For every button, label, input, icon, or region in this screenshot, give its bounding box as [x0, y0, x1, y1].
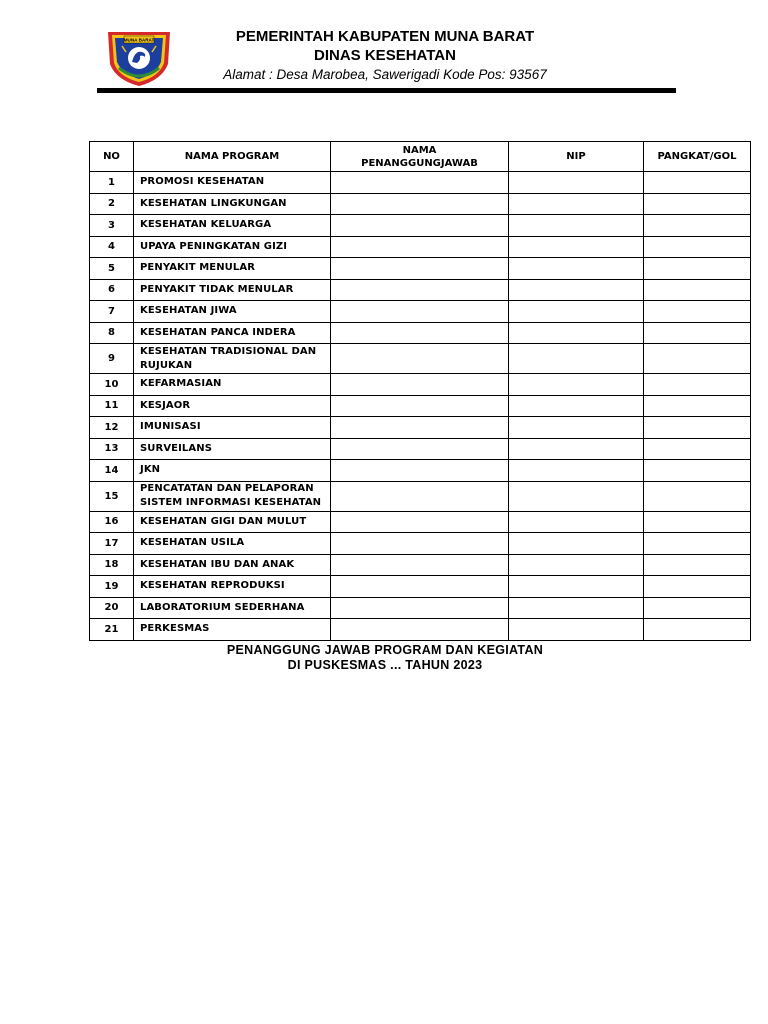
address-line: Alamat : Desa Marobea, Sawerigadi Kode Pos: 93567	[223, 67, 547, 82]
table-row	[90, 374, 751, 396]
nip-cell[interactable]	[509, 460, 644, 482]
government-title: PEMERINTAH KABUPATEN MUNA BARAT	[235, 28, 535, 45]
header-person-in-charge-text: NAMA PENANGGUNGJAWAB	[361, 144, 478, 169]
program-name-cell: PENYAKIT TIDAK MENULAR	[134, 279, 331, 301]
nip-cell[interactable]	[509, 533, 644, 555]
muna-barat-emblem-logo	[104, 26, 174, 88]
row-number: 1	[90, 172, 134, 194]
row-number: 17	[90, 533, 134, 555]
program-name-cell: KESEHATAN REPRODUKSI	[134, 576, 331, 598]
rank-cell[interactable]	[644, 395, 751, 417]
row-number: 15	[90, 481, 134, 511]
header-no: NO	[90, 142, 134, 172]
person-in-charge-cell[interactable]	[331, 279, 509, 301]
rank-cell[interactable]	[644, 481, 751, 511]
person-in-charge-cell[interactable]	[331, 597, 509, 619]
nip-cell[interactable]	[509, 576, 644, 598]
person-in-charge-cell[interactable]	[331, 236, 509, 258]
row-number: 19	[90, 576, 134, 598]
row-number: 3	[90, 215, 134, 237]
rank-cell[interactable]	[644, 554, 751, 576]
row-number: 5	[90, 258, 134, 280]
person-in-charge-cell[interactable]	[331, 417, 509, 439]
person-in-charge-cell[interactable]	[331, 344, 509, 374]
nip-cell[interactable]	[509, 236, 644, 258]
svg-text:MUNA BARAT: MUNA BARAT	[123, 37, 155, 43]
header-program-name: NAMA PROGRAM	[134, 142, 331, 172]
program-name-cell: LABORATORIUM SEDERHANA	[134, 597, 331, 619]
row-number: 7	[90, 301, 134, 323]
rank-cell[interactable]	[644, 460, 751, 482]
nip-cell[interactable]	[509, 172, 644, 194]
person-in-charge-cell[interactable]	[331, 576, 509, 598]
table-row	[90, 576, 751, 598]
rank-cell[interactable]	[644, 279, 751, 301]
person-in-charge-cell[interactable]	[331, 511, 509, 533]
nip-cell[interactable]	[509, 438, 644, 460]
program-name-cell: KESEHATAN LINGKUNGAN	[134, 193, 331, 215]
caption-line-1: PENANGGUNG JAWAB PROGRAM DAN KEGIATAN	[226, 643, 544, 657]
nip-cell[interactable]	[509, 258, 644, 280]
row-number: 6	[90, 279, 134, 301]
program-name-cell: KEFARMASIAN	[134, 374, 331, 396]
program-name-cell: KESEHATAN JIWA	[134, 301, 331, 323]
table-row	[90, 258, 751, 280]
letterhead-divider	[97, 88, 676, 93]
row-number: 20	[90, 597, 134, 619]
table-row	[90, 533, 751, 555]
row-number: 9	[90, 344, 134, 374]
program-name-cell: UPAYA PENINGKATAN GIZI	[134, 236, 331, 258]
table-row	[90, 619, 751, 641]
program-name-cell: KESEHATAN KELUARGA	[134, 215, 331, 237]
nip-cell[interactable]	[509, 374, 644, 396]
table-row	[90, 301, 751, 323]
rank-cell[interactable]	[644, 511, 751, 533]
row-number: 10	[90, 374, 134, 396]
rank-cell[interactable]	[644, 619, 751, 641]
row-number: 8	[90, 322, 134, 344]
row-number: 12	[90, 417, 134, 439]
program-name-cell: PROMOSI KESEHATAN	[134, 172, 331, 194]
program-name-cell: PERKESMAS	[134, 619, 331, 641]
row-number: 16	[90, 511, 134, 533]
table-body	[90, 172, 751, 641]
person-in-charge-cell[interactable]	[331, 460, 509, 482]
nip-cell[interactable]	[509, 554, 644, 576]
table-row	[90, 438, 751, 460]
table-row	[90, 322, 751, 344]
rank-cell[interactable]	[644, 236, 751, 258]
program-name-cell: KESEHATAN PANCA INDERA	[134, 322, 331, 344]
row-number: 14	[90, 460, 134, 482]
table-row	[90, 395, 751, 417]
rank-cell[interactable]	[644, 301, 751, 323]
table-row	[90, 417, 751, 439]
header-nip: NIP	[509, 142, 644, 172]
program-name-cell: IMUNISASI	[134, 417, 331, 439]
rank-cell[interactable]	[644, 344, 751, 374]
person-in-charge-cell[interactable]	[331, 395, 509, 417]
nip-cell[interactable]	[509, 481, 644, 511]
person-in-charge-cell[interactable]	[331, 301, 509, 323]
program-table	[89, 141, 751, 641]
nip-cell[interactable]	[509, 597, 644, 619]
table-row	[90, 344, 751, 374]
nip-cell[interactable]	[509, 395, 644, 417]
document-caption	[150, 643, 620, 673]
rank-cell[interactable]	[644, 597, 751, 619]
program-name-cell: PENCATATAN DAN PELAPORAN SISTEM INFORMASI KESEHATAN	[134, 481, 331, 511]
nip-cell[interactable]	[509, 301, 644, 323]
table-header-row	[90, 142, 751, 172]
rank-cell[interactable]	[644, 258, 751, 280]
program-name-cell: SURVEILANS	[134, 438, 331, 460]
table-row	[90, 481, 751, 511]
person-in-charge-cell[interactable]	[331, 172, 509, 194]
table-row	[90, 172, 751, 194]
caption-line-2: DI PUSKESMAS ... TAHUN 2023	[287, 658, 483, 672]
nip-cell[interactable]	[509, 417, 644, 439]
program-name-cell: KESEHATAN TRADISIONAL DAN RUJUKAN	[134, 344, 331, 374]
nip-cell[interactable]	[509, 322, 644, 344]
person-in-charge-cell[interactable]	[331, 533, 509, 555]
nip-cell[interactable]	[509, 215, 644, 237]
rank-cell[interactable]	[644, 322, 751, 344]
table-row	[90, 279, 751, 301]
person-in-charge-cell[interactable]	[331, 258, 509, 280]
person-in-charge-cell[interactable]	[331, 554, 509, 576]
rank-cell[interactable]	[644, 172, 751, 194]
table-row	[90, 215, 751, 237]
person-in-charge-cell[interactable]	[331, 215, 509, 237]
table-row	[90, 193, 751, 215]
rank-cell[interactable]	[644, 374, 751, 396]
program-name-cell: JKN	[134, 460, 331, 482]
program-name-cell: PENYAKIT MENULAR	[134, 258, 331, 280]
department-title: DINAS KESEHATAN	[314, 47, 456, 64]
letterhead	[190, 27, 580, 84]
rank-cell[interactable]	[644, 533, 751, 555]
rank-cell[interactable]	[644, 193, 751, 215]
person-in-charge-cell[interactable]	[331, 481, 509, 511]
nip-cell[interactable]	[509, 511, 644, 533]
row-number: 13	[90, 438, 134, 460]
row-number: 11	[90, 395, 134, 417]
table-row	[90, 597, 751, 619]
table-row	[90, 460, 751, 482]
person-in-charge-cell[interactable]	[331, 438, 509, 460]
program-name-cell: KESEHATAN GIGI DAN MULUT	[134, 511, 331, 533]
header-rank: PANGKAT/GOL	[644, 142, 751, 172]
table-row	[90, 554, 751, 576]
row-number: 4	[90, 236, 134, 258]
person-in-charge-cell[interactable]	[331, 374, 509, 396]
person-in-charge-cell[interactable]	[331, 322, 509, 344]
person-in-charge-cell[interactable]	[331, 193, 509, 215]
nip-cell[interactable]	[509, 193, 644, 215]
row-number: 18	[90, 554, 134, 576]
person-in-charge-cell[interactable]	[331, 619, 509, 641]
program-name-cell: KESEHATAN IBU DAN ANAK	[134, 554, 331, 576]
nip-cell[interactable]	[509, 619, 644, 641]
table-row	[90, 511, 751, 533]
table-row	[90, 236, 751, 258]
row-number: 2	[90, 193, 134, 215]
program-name-cell: KESJAOR	[134, 395, 331, 417]
rank-cell[interactable]	[644, 438, 751, 460]
header-person-in-charge	[331, 142, 509, 172]
rank-cell[interactable]	[644, 417, 751, 439]
rank-cell[interactable]	[644, 215, 751, 237]
nip-cell[interactable]	[509, 344, 644, 374]
nip-cell[interactable]	[509, 279, 644, 301]
program-name-cell: KESEHATAN USILA	[134, 533, 331, 555]
rank-cell[interactable]	[644, 576, 751, 598]
row-number: 21	[90, 619, 134, 641]
